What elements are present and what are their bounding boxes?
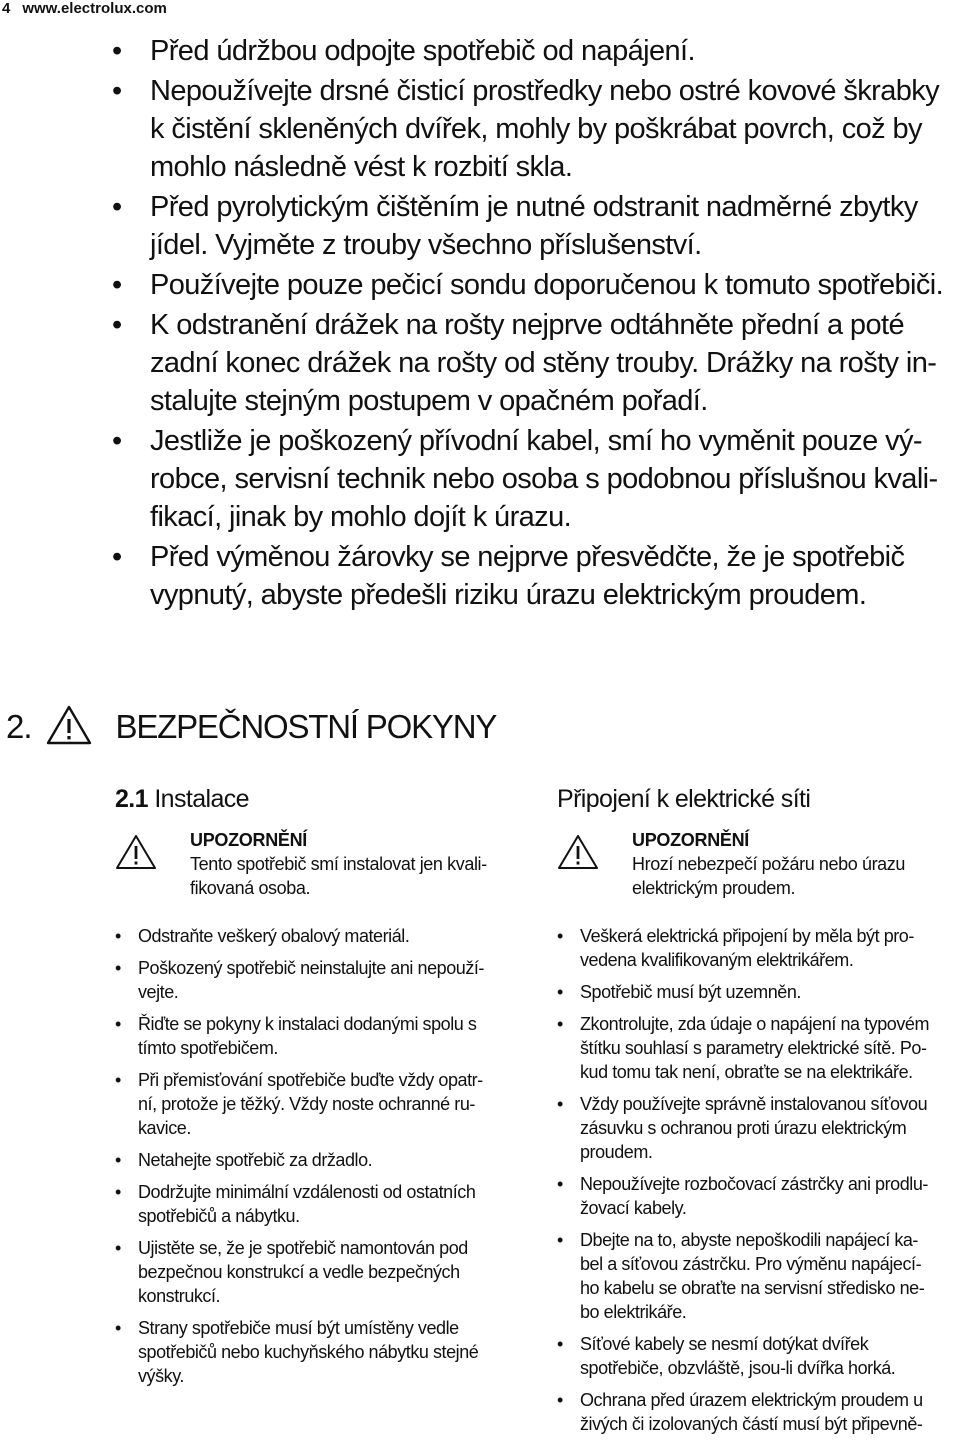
text-line: vedena kvalifikovaným elektrikářem. bbox=[580, 950, 854, 970]
text-line: spotřebičů a nábytku. bbox=[138, 1206, 300, 1226]
text-line: Jestliže je poškozený přívodní kabel, smí ho vyměnit pouze vý- bbox=[150, 425, 922, 457]
list-item bbox=[115, 1236, 520, 1308]
bullet-icon: • bbox=[112, 269, 122, 301]
warning-text bbox=[632, 852, 957, 900]
text-line: proudem. bbox=[580, 1142, 653, 1162]
text-line: kud tomu tak není, obraťte se na elektrikáře. bbox=[580, 1062, 913, 1082]
text-line: Používejte pouze pečicí sondu doporučenou k tomuto spotřebiči. bbox=[150, 269, 944, 301]
text-line: Zkontrolujte, zda údaje o napájení na typovém bbox=[580, 1014, 929, 1034]
text-line: spotřebičů nebo kuchyňského nábytku stejné bbox=[138, 1342, 479, 1362]
text-line: Ujistěte se, že je spotřebič namontován pod bbox=[138, 1238, 468, 1258]
text-line: Nepoužívejte rozbočovací zástrčky ani prodlu- bbox=[580, 1174, 928, 1194]
text-line: tímto spotřebičem. bbox=[138, 1038, 278, 1058]
text-line: žovací kabely. bbox=[580, 1198, 687, 1218]
list-item bbox=[557, 980, 957, 1004]
bullet-icon: • bbox=[115, 1318, 121, 1338]
bullet-icon: • bbox=[112, 425, 122, 457]
site-link[interactable]: www.electrolux.com bbox=[22, 0, 167, 17]
text-line: Síťové kabely se nesmí dotýkat dvířek bbox=[580, 1334, 869, 1354]
list-item bbox=[115, 1012, 520, 1060]
text-line: bo elektrikáře. bbox=[580, 1302, 687, 1322]
bullet-icon: • bbox=[557, 1094, 563, 1114]
text-line: elektrickým proudem. bbox=[632, 878, 796, 898]
text-line: ho kabelu se obraťte na servisní středisko ne- bbox=[580, 1278, 925, 1298]
bullet-icon: • bbox=[115, 1238, 121, 1258]
text-line: kavice. bbox=[138, 1118, 191, 1138]
text-line: živých či izolovaných částí musí být připevně- bbox=[580, 1414, 923, 1434]
section-title: BEZPEČNOSTNÍ POKYNY bbox=[115, 708, 497, 745]
text-line: Netahejte spotřebič za držadlo. bbox=[138, 1150, 373, 1170]
text-line: stalujte stejným postupem v opačném pořadí. bbox=[150, 385, 708, 417]
text-line: Odstraňte veškerý obalový materiál. bbox=[138, 926, 410, 946]
list-item bbox=[112, 538, 957, 614]
list-item bbox=[112, 72, 957, 186]
text-line: Hrozí nebezpečí požáru nebo úrazu bbox=[632, 854, 905, 874]
text-line: zásuvku s ochranou proti úrazu elektrickým bbox=[580, 1118, 907, 1138]
list-item bbox=[115, 1180, 520, 1228]
bullet-icon: • bbox=[112, 541, 122, 573]
list-item bbox=[115, 956, 520, 1004]
warning-icon bbox=[557, 834, 599, 875]
list-item bbox=[115, 1148, 520, 1172]
text-line: zadní konec drážek na rošty od stěny trouby. Drážky na rošty in- bbox=[150, 347, 937, 379]
text-line: jídel. Vyjměte z trouby všechno příslušenství. bbox=[150, 229, 702, 261]
text-line: konstrukcí. bbox=[138, 1286, 221, 1306]
heading-text: Instalace bbox=[147, 785, 249, 813]
text-line: Při přemisťování spotřebiče buďte vždy opatr- bbox=[138, 1070, 483, 1090]
text-line: výšky. bbox=[138, 1366, 184, 1386]
section-heading bbox=[6, 700, 496, 754]
text-line: K odstranění drážek na rošty nejprve odtáhněte přední a poté bbox=[150, 309, 904, 341]
bullet-icon: • bbox=[115, 1070, 121, 1090]
list-item bbox=[112, 306, 957, 420]
text-line: k čistění skleněných dvířek, mohly by poškrábat povrch, což by bbox=[150, 113, 922, 145]
page-header bbox=[2, 0, 167, 17]
text-line: Před pyrolytickým čištěním je nutné odstranit nadměrné zbytky bbox=[150, 191, 918, 223]
bullet-icon: • bbox=[115, 1150, 121, 1170]
electrical-bullet-list bbox=[557, 924, 957, 1436]
text-line: spotřebiče, obzvláště, jsou-li dvířka horká. bbox=[580, 1358, 896, 1378]
text-line: Dodržujte minimální vzdálenosti od ostatních bbox=[138, 1182, 476, 1202]
list-item bbox=[112, 32, 957, 70]
electrical-heading: Připojení k elektrické síti bbox=[557, 785, 811, 813]
warning-title: UPOZORNĚNÍ bbox=[632, 830, 750, 850]
text-line: Dbejte na to, abyste nepoškodili napájecí ka- bbox=[580, 1230, 918, 1250]
text-line: Spotřebič musí být uzemněn. bbox=[580, 982, 801, 1002]
text-line: robce, servisní technik nebo osoba s podobnou příslušnou kvali- bbox=[150, 463, 938, 495]
bullet-icon: • bbox=[112, 75, 122, 107]
text-line: bel a síťovou zástrčku. Pro výměnu napájecí- bbox=[580, 1254, 922, 1274]
text-line: Strany spotřebiče musí být umístěny vedle bbox=[138, 1318, 459, 1338]
warning-triangle-icon bbox=[46, 705, 92, 750]
list-item bbox=[115, 1068, 520, 1140]
text-line: fikovaná osoba. bbox=[190, 878, 311, 898]
text-line: Před údržbou odpojte spotřebič od napájení. bbox=[150, 35, 695, 67]
text-line: štítku souhlasí s parametry elektrické sítě. Po- bbox=[580, 1038, 927, 1058]
list-item bbox=[115, 924, 520, 948]
bullet-icon: • bbox=[115, 926, 121, 946]
list-item bbox=[557, 1092, 957, 1164]
text-line: Tento spotřebič smí instalovat jen kvali- bbox=[190, 854, 487, 874]
section-number: 2. bbox=[6, 708, 32, 745]
list-item bbox=[115, 1316, 520, 1388]
warning-text bbox=[190, 852, 520, 900]
warning-icon bbox=[115, 834, 157, 875]
bullet-icon: • bbox=[115, 958, 121, 978]
bullet-icon: • bbox=[557, 1334, 563, 1354]
list-item bbox=[557, 1012, 957, 1084]
bullet-icon: • bbox=[557, 982, 563, 1002]
text-line: Veškerá elektrická připojení by měla být pro- bbox=[580, 926, 914, 946]
text-line: Vždy používejte správně instalovanou síťovou bbox=[580, 1094, 928, 1114]
text-line: vypnutý, abyste předešli riziku úrazu elektrickým proudem. bbox=[150, 579, 867, 611]
text-line: Před výměnou žárovky se nejprve přesvědčte, že je spotřebič bbox=[150, 541, 905, 573]
list-item bbox=[557, 1172, 957, 1220]
bullet-icon: • bbox=[115, 1182, 121, 1202]
heading-number: 2.1 bbox=[115, 785, 148, 813]
bullet-icon: • bbox=[557, 1230, 563, 1250]
bullet-icon: • bbox=[112, 309, 122, 341]
installation-column bbox=[115, 784, 520, 1396]
text-line: mohlo následně vést k rozbití skla. bbox=[150, 151, 573, 183]
list-item bbox=[112, 188, 957, 264]
text-line: ní, protože je těžký. Vždy noste ochranné ru- bbox=[138, 1094, 475, 1114]
list-item bbox=[112, 266, 957, 304]
safety-bullet-list bbox=[112, 32, 957, 616]
text-line: Poškozený spotřebič neinstalujte ani nepouží- bbox=[138, 958, 484, 978]
bullet-icon: • bbox=[557, 1390, 563, 1410]
bullet-icon: • bbox=[557, 926, 563, 946]
bullet-icon: • bbox=[557, 1014, 563, 1034]
electrical-warning bbox=[557, 828, 957, 900]
text-line: Nepoužívejte drsné čisticí prostředky nebo ostré kovové škrabky bbox=[150, 75, 940, 107]
installation-bullet-list bbox=[115, 924, 520, 1388]
bullet-icon: • bbox=[112, 191, 122, 223]
page-number: 4 bbox=[2, 0, 11, 17]
text-line: Ochrana před úrazem elektrickým proudem u bbox=[580, 1390, 923, 1410]
installation-heading bbox=[115, 784, 520, 814]
list-item bbox=[557, 1388, 957, 1436]
list-item bbox=[557, 1332, 957, 1380]
electrical-column bbox=[557, 784, 957, 1444]
text-line: Řiďte se pokyny k instalaci dodanými spolu s bbox=[138, 1014, 477, 1034]
bullet-icon: • bbox=[115, 1014, 121, 1034]
bullet-icon: • bbox=[112, 35, 122, 67]
warning-title: UPOZORNĚNÍ bbox=[190, 830, 308, 850]
installation-warning bbox=[115, 828, 520, 900]
list-item bbox=[112, 422, 957, 536]
text-line: fikací, jinak by mohlo dojít k úrazu. bbox=[150, 501, 572, 533]
list-item bbox=[557, 924, 957, 972]
bullet-icon: • bbox=[557, 1174, 563, 1194]
text-line: vejte. bbox=[138, 982, 179, 1002]
list-item bbox=[557, 1228, 957, 1324]
text-line: bezpečnou konstrukcí a vedle bezpečných bbox=[138, 1262, 460, 1282]
